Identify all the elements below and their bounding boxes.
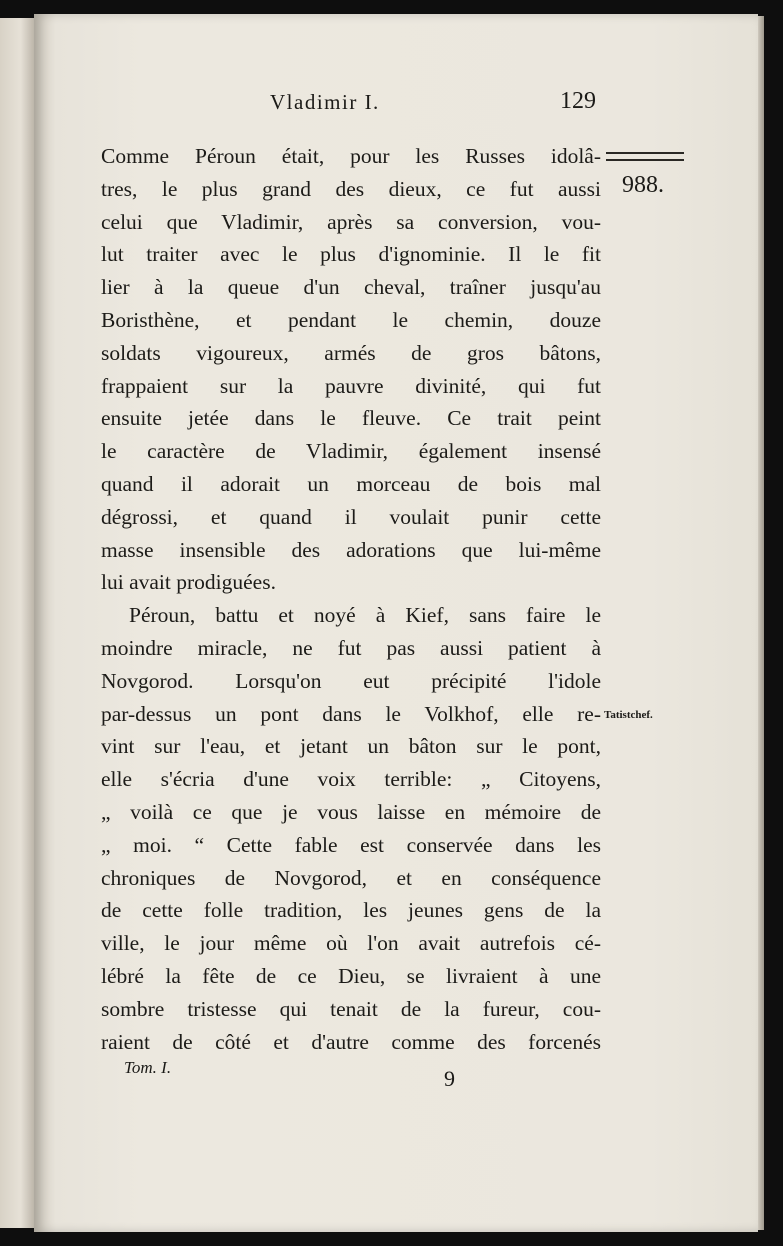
text-line: frappaient sur la pauvre divinité, qui fut — [101, 373, 601, 398]
margin-rule — [606, 152, 684, 161]
text-line: celui que Vladimir, après sa conversion, vou- — [101, 209, 601, 234]
text-line: vint sur l'eau, et jetant un bâton sur le pont, — [101, 734, 601, 759]
margin-year-note: 988. — [622, 172, 664, 198]
text-line: „ moi. “ Cette fable est conservée dans les — [101, 832, 601, 857]
text-line: lébré la fête de ce Dieu, se livraient à une — [101, 963, 601, 988]
body-text — [101, 140, 601, 1058]
text-line: ensuite jetée dans le fleuve. Ce trait peint — [101, 406, 601, 431]
text-line: masse insensible des adorations que lui-même — [101, 537, 601, 562]
text-line: „ voilà ce que je vous laisse en mémoire de — [101, 799, 601, 824]
running-head: Vladimir I. — [270, 90, 380, 114]
text-line: Péroun, battu et noyé à Kief, sans faire le — [129, 603, 601, 628]
margin-source-note: Tatistchef. — [604, 709, 653, 721]
text-line: raient de côté et d'autre comme des forcenés — [101, 1029, 601, 1054]
text-line: lier à la queue d'un cheval, traîner jusqu'au — [101, 275, 601, 300]
text-line: chroniques de Novgorod, et en conséquence — [101, 865, 601, 890]
previous-page-edge — [0, 18, 34, 1228]
text-line: moindre miracle, ne fut pas aussi patient à — [101, 635, 601, 660]
text-line: elle s'écria d'une voix terrible: „ Citoyens, — [101, 767, 601, 792]
text-line: quand il adorait un morceau de bois mal — [101, 471, 601, 496]
page-stack-edge — [758, 16, 764, 1230]
text-line: lut traiter avec le plus d'ignominie. Il le fit — [101, 242, 601, 267]
text-line: tres, le plus grand des dieux, ce fut aussi — [101, 176, 601, 201]
text-line: lui avait prodiguées. — [101, 570, 276, 595]
text-line: ville, le jour même où l'on avait autrefois cé- — [101, 931, 601, 956]
signature-number: 9 — [444, 1066, 455, 1091]
text-line: Boristhène, et pendant le chemin, douze — [101, 307, 601, 332]
page-number: 129 — [560, 88, 596, 114]
text-line: soldats vigoureux, armés de gros bâtons, — [101, 340, 601, 365]
signature-mark: Tom. I. — [124, 1058, 172, 1077]
text-line: le caractère de Vladimir, également insensé — [101, 439, 601, 464]
text-line: dégrossi, et quand il voulait punir cette — [101, 504, 601, 529]
text-line: Novgorod. Lorsqu'on eut précipité l'idole — [101, 668, 601, 693]
text-line: de cette folle tradition, les jeunes gens de la — [101, 898, 601, 923]
text-line: par-dessus un pont dans le Volkhof, elle re- — [101, 701, 601, 726]
text-line: sombre tristesse qui tenait de la fureur, cou- — [101, 996, 601, 1021]
text-line: Comme Péroun était, pour les Russes idolâ- — [101, 144, 601, 168]
